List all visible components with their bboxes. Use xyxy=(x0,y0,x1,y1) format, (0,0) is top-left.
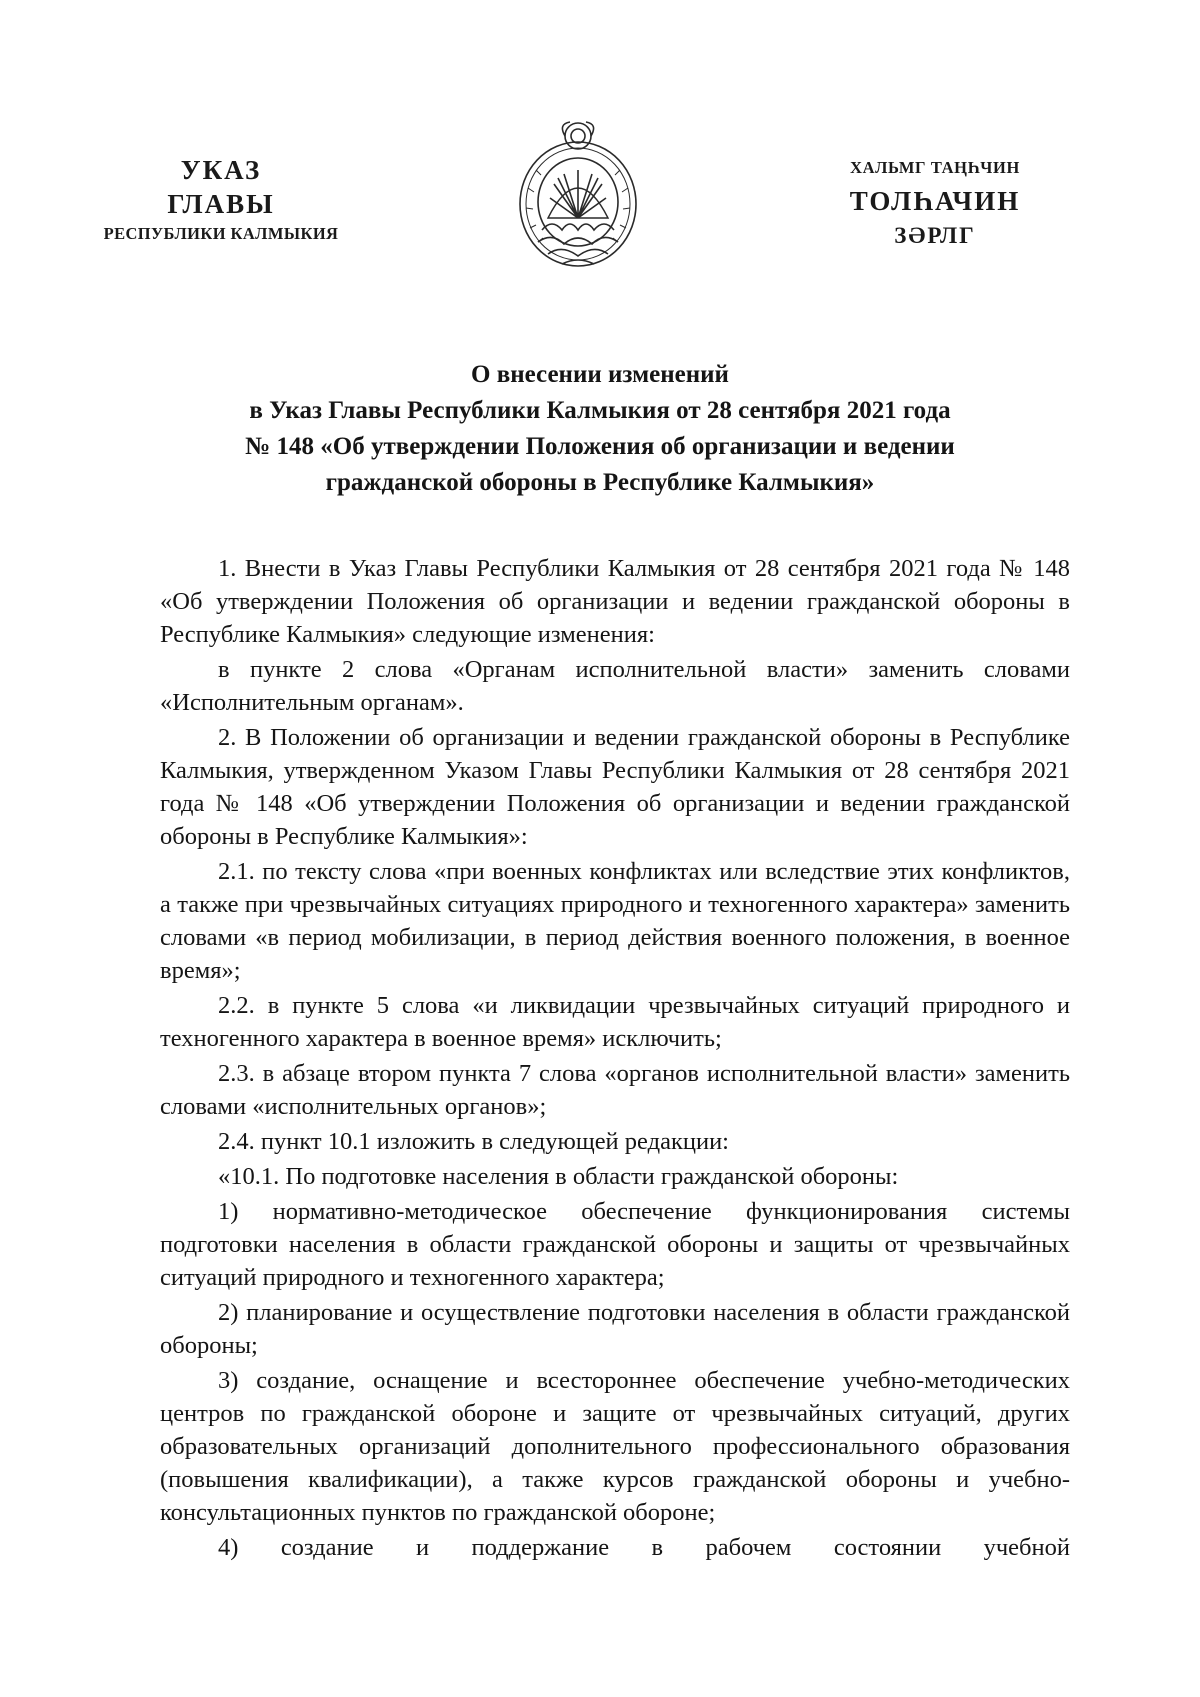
paragraph-6: 2.3. в абзаце втором пункта 7 слова «органов исполнительной власти» заменить словами «исполнительных органов»; xyxy=(160,1060,1070,1120)
header-right-line-1: ХАЛЬМГ ТАҢҺЧИН xyxy=(850,158,1020,177)
paragraph-12: 4) создание и поддержание в рабочем состоянии учебной xyxy=(218,1534,1070,1561)
paragraph-1: 1. Внести в Указ Главы Республики Калмыкия от 28 сентября 2021 года № 148 «Об утверждении Положения об организации и ведении гражданской обороны в Республике Калмыкия» следующие изменения: xyxy=(160,555,1070,648)
title-line-1: О внесении изменений xyxy=(471,361,729,388)
title-line-2: в Указ Главы Республики Калмыкия от 28 сентября 2021 года xyxy=(249,397,951,424)
document-body xyxy=(160,552,1070,1566)
header-left-line-2: ГЛАВЫ xyxy=(167,189,275,219)
header-right-line-3: ЗӘРЛГ xyxy=(894,223,976,248)
kalmykia-emblem-icon xyxy=(512,118,644,270)
header-left-line-3: РЕСПУБЛИКИ КАЛМЫКИЯ xyxy=(103,224,339,243)
header-left-block xyxy=(60,153,382,247)
header-right-line-2: ТОЛҺАЧИН xyxy=(849,186,1021,216)
paragraph-5: 2.2. в пункте 5 слова «и ликвидации чрезвычайных ситуаций природного и техногенного характера в военное время» исключить; xyxy=(160,992,1070,1052)
paragraph-2: в пункте 2 слова «Органам исполнительной власти» заменить словами «Исполнительным органам». xyxy=(160,656,1070,716)
document-title xyxy=(100,357,1100,501)
paragraph-7: 2.4. пункт 10.1 изложить в следующей редакции: xyxy=(218,1128,729,1155)
paragraph-3: 2. В Положении об организации и ведении гражданской обороны в Республике Калмыкия, утвержденном Указом Главы Республики Калмыкия от 28 сентября 2021 года № 148 «Об утверждении Положения об организации и ведении гражданской обороны в Республике Калмыкия»: xyxy=(160,724,1070,850)
paragraph-11: 3) создание, оснащение и всестороннее обеспечение учебно-методических центров по гражданской обороне и защите от чрезвычайных ситуаций, других образовательных организаций дополнительного профессионального образования (повышения квалификации), а также курсов гражданской обороны и учебно-консультационных пунктов по гражданской обороне; xyxy=(160,1367,1070,1526)
paragraph-4: 2.1. по тексту слова «при военных конфликтах или вследствие этих конфликтов, а также при чрезвычайных ситуациях природного и техногенного характера» заменить словами «в период мобилизации, в период действия военного положения, в военное время»; xyxy=(160,858,1070,984)
title-line-4: гражданской обороны в Республике Калмыкия» xyxy=(325,469,875,496)
paragraph-9: 1) нормативно-методическое обеспечение функционирования системы подготовки населения в области гражданской обороны и защиты от чрезвычайных ситуаций природного и техногенного характера; xyxy=(160,1198,1070,1291)
title-line-3: № 148 «Об утверждении Положения об организации и ведении xyxy=(245,433,955,460)
paragraph-10: 2) планирование и осуществление подготовки населения в области гражданской обороны; xyxy=(160,1299,1070,1359)
header-left-line-1: УКАЗ xyxy=(180,155,262,185)
paragraph-8: «10.1. По подготовке населения в области гражданской обороны: xyxy=(218,1163,899,1190)
header-right-block xyxy=(815,153,1055,253)
